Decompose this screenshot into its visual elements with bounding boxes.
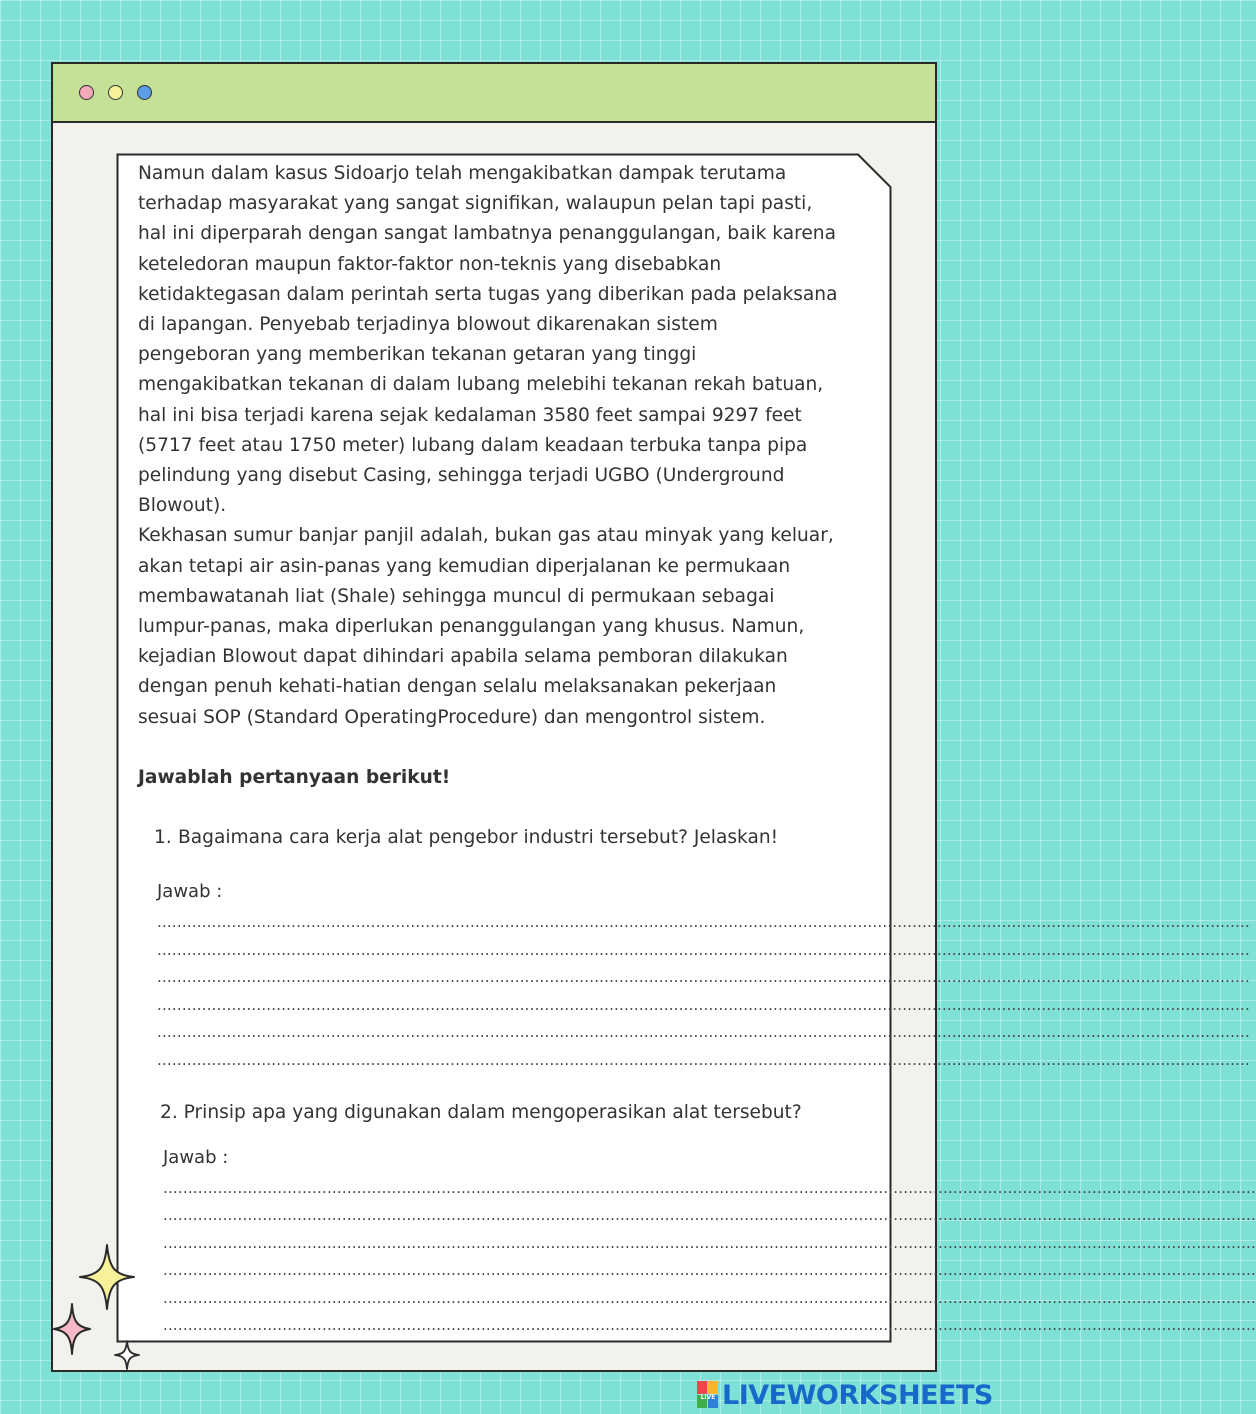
passage-line: pengeboran yang memberikan tekanan getaran yang tinggi	[138, 344, 697, 366]
answer-line[interactable]: ............................................................................................................................................................................................................................	[163, 1206, 1256, 1225]
passage-line: terhadap masyarakat yang sangat signifikan, walaupun pelan tapi pasti,	[138, 193, 813, 215]
answer-line[interactable]: ............................................................................................................................................................................................................................	[157, 940, 1250, 959]
passage-line: (5717 feet atau 1750 meter) lubang dalam keadaan terbuka tanpa pipa	[138, 434, 808, 456]
answer-line[interactable]: ............................................................................................................................................................................................................................	[157, 1023, 1250, 1042]
liveworksheets-wordmark: LIVEWORKSHEETS	[722, 1379, 993, 1411]
answer-line[interactable]: ............................................................................................................................................................................................................................	[157, 968, 1250, 987]
passage-line: pelindung yang disebut Casing, sehingga terjadi UGBO (Underground	[138, 465, 785, 487]
answer-line[interactable]: ............................................................................................................................................................................................................................	[163, 1316, 1256, 1335]
window-dot-pink	[79, 85, 94, 100]
window-dot-blue	[137, 85, 152, 100]
sparkle-yellow-icon	[78, 1243, 136, 1311]
passage-line: kejadian Blowout dapat dihindari apabila selama pemboran dilakukan	[138, 646, 788, 668]
passage-line: hal ini bisa terjadi karena sejak kedalaman 3580 feet sampai 9297 feet	[138, 404, 802, 426]
reading-passage	[138, 159, 868, 733]
worksheet-paper	[116, 153, 1256, 1343]
question-1	[138, 823, 868, 853]
passage-line: Kekhasan sumur banjar panjil adalah, bukan gas atau minyak yang keluar,	[138, 525, 834, 547]
question-1-number: 1.	[154, 827, 172, 849]
answer-1-label: Jawab :	[157, 881, 223, 903]
passage-line: dengan penuh kehati-hatian dengan selalu melaksanakan pekerjaan	[138, 676, 777, 698]
question-1-text: Bagaimana cara kerja alat pengebor industri tersebut? Jelaskan!	[178, 827, 779, 849]
window-dot-yellow	[108, 85, 123, 100]
answer-line[interactable]: ............................................................................................................................................................................................................................	[163, 1261, 1256, 1280]
passage-line: keteledoran maupun faktor-faktor non-teknis yang disebabkan	[138, 253, 722, 275]
passage-line: di lapangan. Penyebab terjadinya blowout dikarenakan sistem	[138, 314, 718, 336]
passage-line: ketidaktegasan dalam perintah serta tugas yang diberikan pada pelaksana	[138, 283, 838, 305]
passage-line: Namun dalam kasus Sidoarjo telah mengakibatkan dampak terutama	[138, 163, 787, 184]
passage-line: lumpur-panas, maka diperlukan penanggulangan yang khusus. Namun,	[138, 616, 805, 638]
answer-line[interactable]: ............................................................................................................................................................................................................................	[163, 1178, 1256, 1197]
answer-2-area[interactable]	[138, 1175, 1256, 1340]
answer-line[interactable]: ............................................................................................................................................................................................................................	[157, 995, 1250, 1014]
answer-line[interactable]: ............................................................................................................................................................................................................................	[157, 1050, 1250, 1069]
passage-line: akan tetapi air asin-panas yang kemudian diperjalanan ke permukaan	[138, 555, 791, 577]
worksheet-content	[138, 159, 1256, 1340]
liveworksheets-logo	[697, 1381, 719, 1409]
answer-line[interactable]: ............................................................................................................................................................................................................................	[157, 913, 1250, 932]
passage-line: mengakibatkan tekanan di dalam lubang melebihi tekanan rekah batuan,	[138, 374, 824, 396]
question-2: 2. Prinsip apa yang digunakan dalam mengoperasikan alat tersebut?	[160, 1102, 802, 1124]
answer-2-label: Jawab :	[163, 1146, 229, 1168]
answer-line[interactable]: ............................................................................................................................................................................................................................	[163, 1288, 1256, 1307]
liveworksheets-brand	[697, 1378, 993, 1412]
passage-line: Blowout).	[138, 495, 227, 517]
answer-1-area[interactable]	[138, 909, 1250, 1074]
svg-text:LIVE: LIVE	[700, 1394, 716, 1401]
passage-line: membawatanah liat (Shale) sehingga muncul di permukaan sebagai	[138, 585, 775, 607]
instruction-heading: Jawablah pertanyaan berikut!	[138, 766, 451, 788]
window-titlebar	[53, 64, 935, 123]
sparkle-pink-icon	[52, 1302, 92, 1356]
worksheet-window	[51, 62, 1256, 1372]
passage-line: hal ini diperparah dengan sangat lambatnya penanggulangan, baik karena	[138, 223, 836, 245]
answer-line[interactable]: ............................................................................................................................................................................................................................	[163, 1233, 1256, 1252]
sparkle-small-icon	[113, 1339, 141, 1371]
passage-line: sesuai SOP (Standard OperatingProcedure) dan mengontrol sistem.	[138, 706, 766, 728]
